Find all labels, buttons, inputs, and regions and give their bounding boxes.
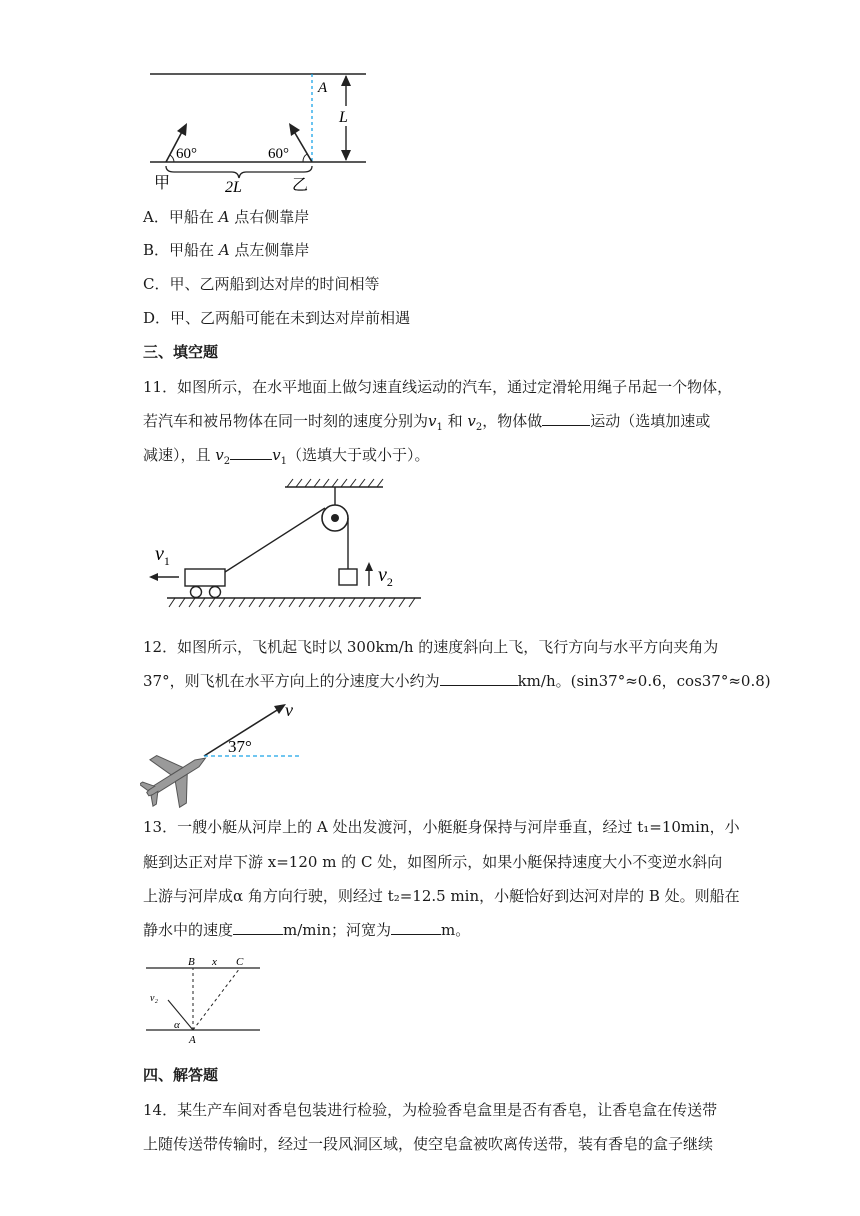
pulley-axle [331,514,339,522]
q12-line2: 37°，则飞机在水平方向上的分速度大小约为 km/h。(sin37°≈0.6，cos37°≈0.8) [143,672,771,690]
v1-arrowhead [149,573,158,581]
section-4-title: 四、解答题 [143,1066,219,1084]
q12-blank[interactable] [440,670,518,686]
fig-label-A: A [189,1034,196,1046]
q14-line1: 14．某生产车间对香皂包装进行检验，为检验香皂盒里是否有香皂，让香皂盒在传送带 [143,1101,718,1119]
A-to-C-dashed [193,968,240,1030]
label-yi: 乙 [292,177,309,194]
v2-arrowhead [365,562,373,571]
q13-line4: 静水中的速度 m/min；河宽为 m。 [143,921,471,939]
rope-to-car [225,508,325,572]
fig-v1-label: $v_1$ [155,543,170,568]
v2-direction-line [168,1000,193,1030]
fig-angle-label: 37° [228,737,252,756]
q14-line2: 上随传送带传输时，经过一段风洞区域，使空皂盒被吹离传送带，装有香皂的盒子继续 [143,1135,714,1153]
hanging-block [339,569,357,585]
pulley-car-figure [145,478,430,618]
jia-arrowhead [177,123,187,136]
fig-label-x: x [212,956,217,968]
q13-blank-1[interactable] [233,919,283,935]
label-2L: 2L [225,179,242,196]
q12-line1: 12．如图所示，飞机起飞时以 300km/h 的速度斜向上飞，飞行方向与水平方向夹角为 [143,638,719,656]
q13-blank-2[interactable] [391,919,441,935]
fig-v2-label: $v_2$ [378,564,393,589]
car-wheel-left [191,587,202,598]
fig-v-label: v [285,700,293,720]
q11-blank-1[interactable] [542,410,590,426]
brace-2L [166,166,312,178]
L-arrowhead-bottom [341,150,351,161]
fig-label-alpha: α [174,1019,180,1031]
boat-crossing-figure [140,954,266,1048]
fig-label-B: B [188,956,195,968]
option-C: C．甲、乙两船到达对岸的时间相等 [143,275,380,293]
L-arrowhead-top [341,75,351,86]
option-A: A．甲船在 A 点右侧靠岸 [143,208,310,226]
angle-left-label: 60° [176,146,197,162]
river-crossing-figure [140,62,380,196]
label-A: A [318,80,328,96]
section-3-title: 三、填空题 [143,343,219,361]
q11-line2: 若汽车和被吊物体在同一时刻的速度分别为$v_1$ 和 $v_2$，物体做 运动（选填加速或 [143,412,711,433]
q13-line2: 艇到达正对岸下游 x=120 m 的 C 处，如图所示，如果小艇保持速度大小不变逆水斜向 [143,853,723,871]
car-wheel-right [210,587,221,598]
option-B: B．甲船在 A 点左侧靠岸 [143,241,310,259]
angle-right-label: 60° [268,146,289,162]
option-D: D．甲、乙两船可能在未到达对岸前相遇 [143,309,411,327]
yi-arrowhead [289,123,300,136]
q11-blank-2[interactable] [230,444,272,460]
q13-line1: 13．一艘小艇从河岸上的 A 处出发渡河，小艇艇身保持与河岸垂直，经过 t₁=10min，小 [143,818,740,836]
q13-line3: 上游与河岸成α 角方向行驶，则经过 t₂=12.5 min，小艇恰好到达河对岸的 B 处。则船在 [143,887,740,905]
fig-label-C: C [236,956,244,968]
airplane-icon [140,734,220,810]
q11-line1: 11．如图所示，在水平地面上做匀速直线运动的汽车，通过定滑轮用绳子吊起一个物体， [143,378,733,396]
car-body [185,569,225,586]
label-L: L [339,109,348,126]
airplane-figure [140,692,310,810]
label-jia: 甲 [154,175,171,192]
q11-line3: 减速），且 $v_2$ $v_1$（选填大于或小于）。 [143,446,430,467]
fig-label-v2: v₂ [150,993,158,1004]
